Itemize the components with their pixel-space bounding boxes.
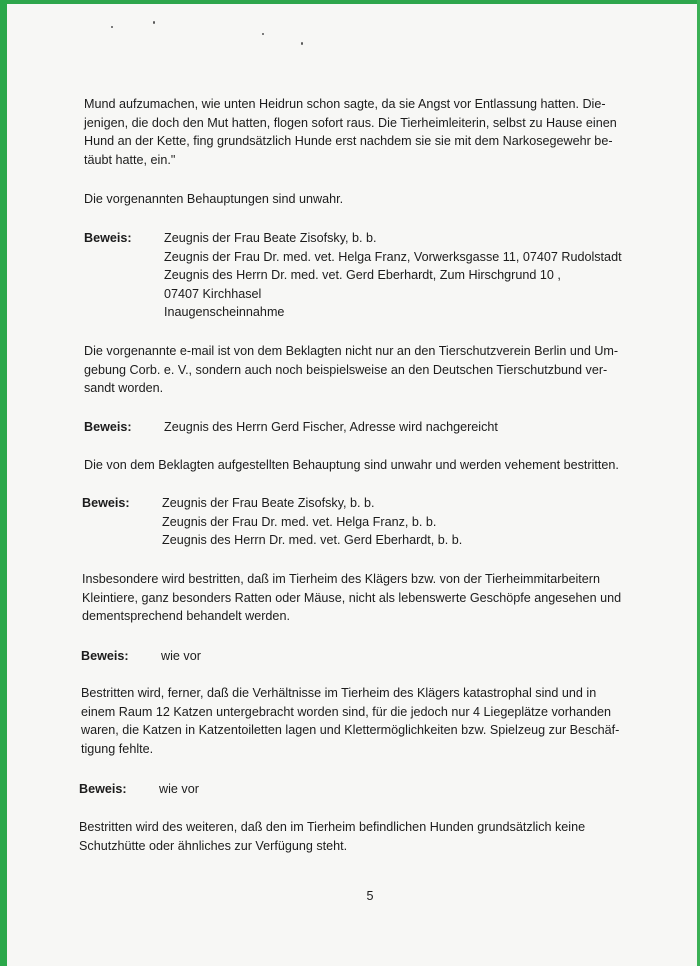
evidence-label: Beweis:: [79, 782, 127, 796]
text-line: dementsprechend behandelt werden.: [82, 609, 290, 624]
text-line: sandt worden.: [84, 381, 164, 396]
text-line: tigung fehlte.: [81, 741, 154, 756]
text-line: Bestritten wird, ferner, daß die Verhältnisse im Tierheim des Klägers katastrophal sind und in: [81, 686, 597, 700]
evidence-list: [159, 780, 199, 799]
text-line: Bestritten wird des weiteren, daß den im Tierheim befindlichen Hunden grundsätzlich keine: [79, 820, 586, 834]
text-line: Die vorgenannten Behauptungen sind unwahr.: [84, 192, 344, 206]
paragraph-5: [82, 570, 627, 626]
text-line: gebung Corb. e. V., sondern auch noch beispielsweise an den Deutschen Tierschutzbund ver-: [84, 362, 608, 377]
evidence-list: [162, 494, 462, 550]
evidence-item: Zeugnis der Frau Dr. med. vet. Helga Franz, b. b.: [162, 514, 437, 529]
text-line: täubt hatte, ein.": [84, 152, 176, 167]
paragraph-2: [84, 190, 629, 209]
evidence-list: [164, 229, 622, 322]
text-line: einem Raum 12 Katzen untergebracht worden sind, für die jedoch nur 4 Liegeplätze vorhanden: [81, 704, 611, 719]
scan-speck: [111, 26, 113, 28]
text-line: jenigen, die doch den Mut hatten, flogen sofort raus. Die Tierheimleiterin, selbst zu Hause einen: [84, 115, 617, 130]
text-line: Mund aufzumachen, wie unten Heidrun schon sagte, da sie Angst vor Entlassung hatten. Die-: [84, 97, 606, 111]
paragraph-1: [84, 95, 629, 169]
text-line: waren, die Katzen in Katzentoiletten lagen und Klettermöglichkeiten bzw. Spielzeug zur Beschäf-: [81, 723, 620, 738]
evidence-item: wie vor: [161, 649, 201, 663]
paragraph-4: [84, 456, 629, 475]
evidence-item: Inaugenscheinnahme: [164, 305, 285, 320]
evidence-item: Zeugnis der Frau Beate Zisofsky, b. b.: [164, 231, 377, 245]
evidence-label: Beweis:: [82, 496, 130, 510]
scan-speck: [301, 42, 303, 45]
evidence-item: Zeugnis des Herrn Gerd Fischer, Adresse wird nachgereicht: [164, 420, 498, 434]
evidence-list: [164, 418, 498, 437]
text-line: Schutzhütte oder ähnliches zur Verfügung steht.: [79, 838, 348, 853]
paragraph-3: [84, 342, 629, 398]
evidence-item: Zeugnis des Herrn Dr. med. vet. Gerd Eberhardt, b. b.: [162, 533, 463, 548]
text-line: Hund an der Kette, fing grundsätzlich Hunde erst nachdem sie sie mit dem Narkosegewehr be-: [84, 134, 613, 149]
evidence-item: Zeugnis der Frau Dr. med. vet. Helga Franz, Vorwerksgasse 11, 07407 Rudolstadt: [164, 249, 622, 264]
text-line: Die von dem Beklagten aufgestellten Behauptung sind unwahr und werden vehement bestritten.: [84, 458, 619, 472]
evidence-item: Zeugnis der Frau Beate Zisofsky, b. b.: [162, 496, 375, 510]
paragraph-6: [81, 684, 626, 758]
evidence-label: Beweis:: [81, 649, 129, 663]
paragraph-7: [79, 818, 624, 855]
page-number: 5: [366, 889, 374, 903]
evidence-list: [161, 647, 201, 666]
scan-edge-top: [0, 0, 700, 4]
evidence-label: Beweis:: [84, 231, 132, 245]
scan-speck: [153, 21, 155, 24]
scan-speck: [262, 33, 264, 35]
evidence-item: wie vor: [159, 782, 199, 796]
scan-edge-left: [0, 0, 7, 966]
evidence-item: Zeugnis des Herrn Dr. med. vet. Gerd Eberhardt, Zum Hirschgrund 10 ,: [164, 268, 561, 283]
text-line: Insbesondere wird bestritten, daß im Tierheim des Klägers bzw. von der Tierheimmitarbeitern: [82, 572, 600, 586]
evidence-item: 07407 Kirchhasel: [164, 286, 262, 301]
text-line: Die vorgenannte e-mail ist von dem Beklagten nicht nur an den Tierschutzverein Berlin und Um-: [84, 344, 619, 358]
text-line: Kleintiere, ganz besonders Ratten oder Mäuse, nicht als lebenswerte Geschöpfe angesehen und: [82, 590, 622, 605]
evidence-label: Beweis:: [84, 420, 132, 434]
